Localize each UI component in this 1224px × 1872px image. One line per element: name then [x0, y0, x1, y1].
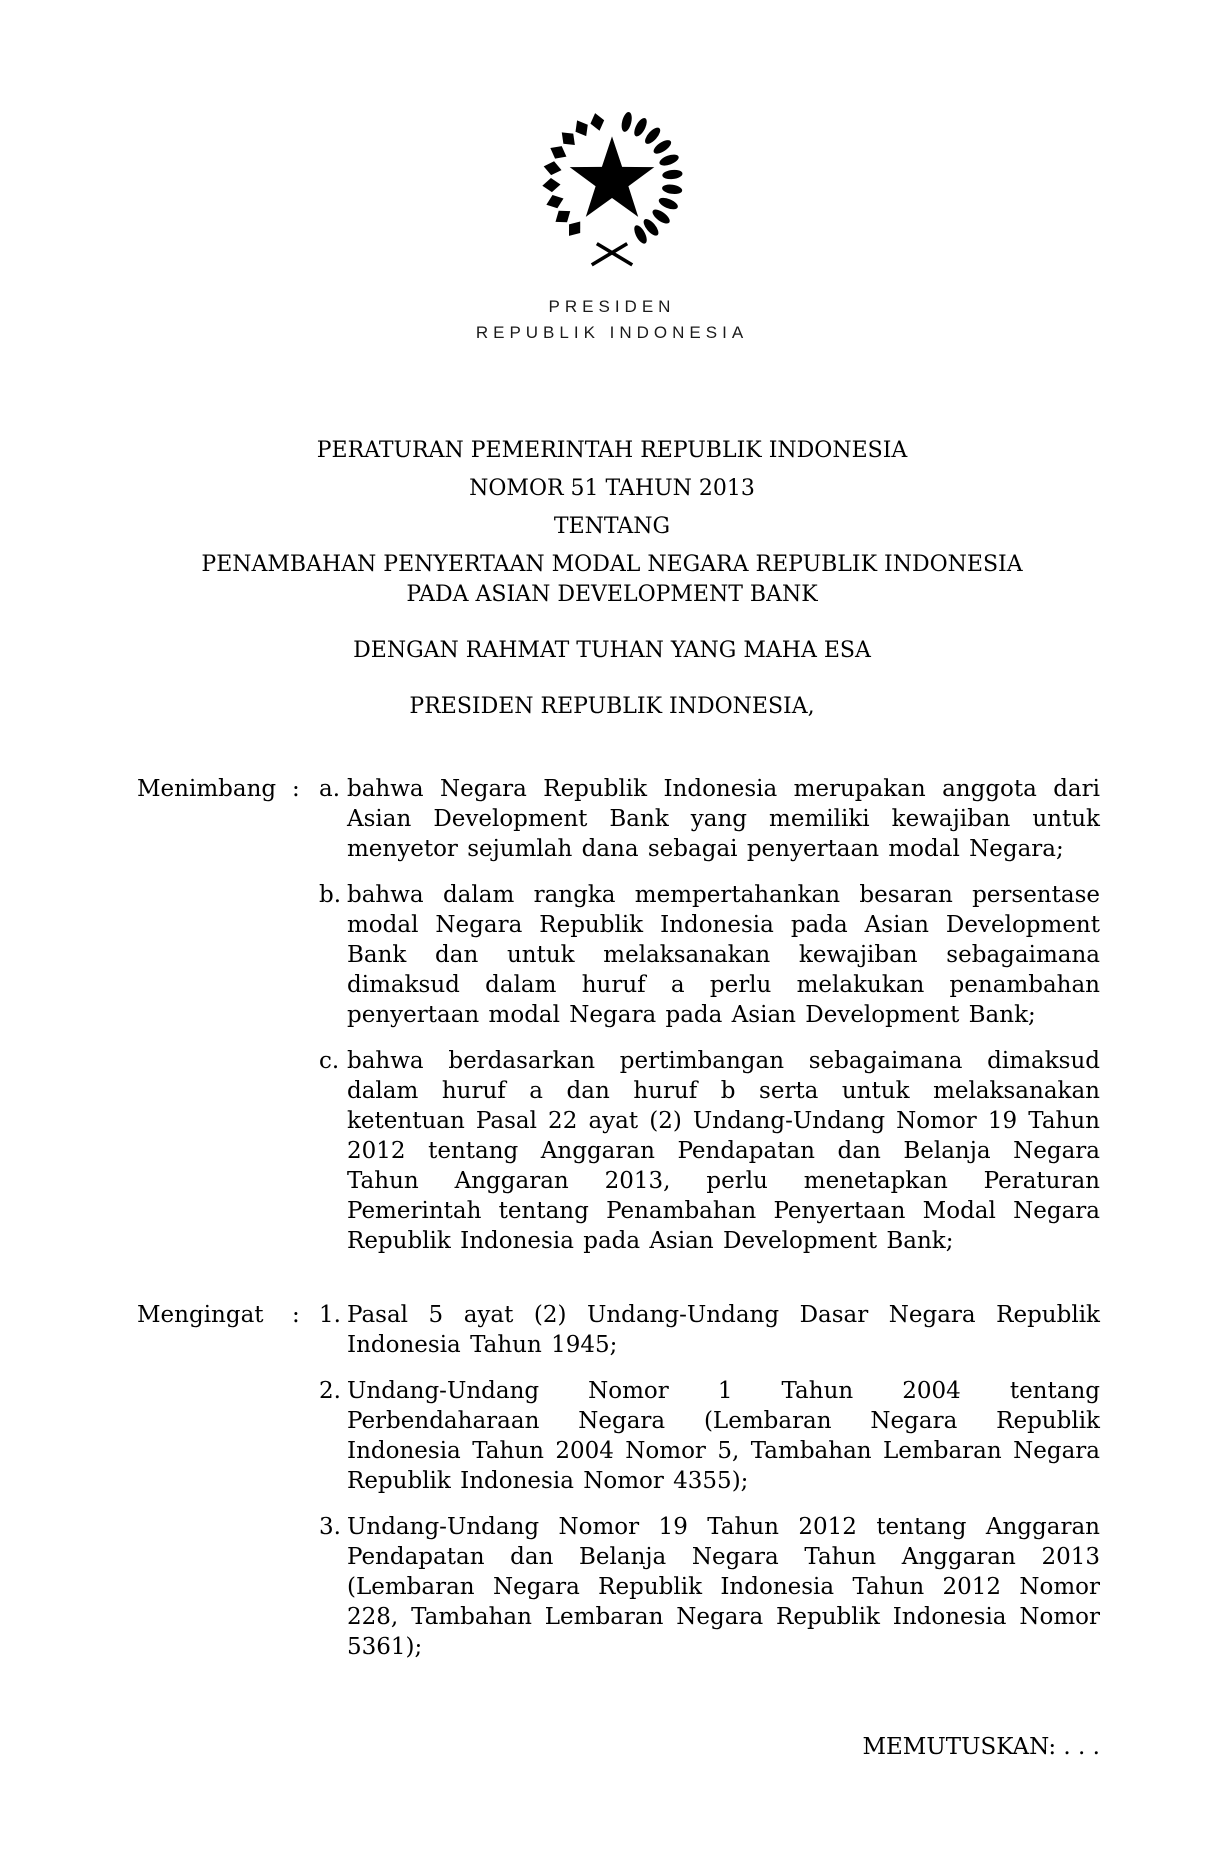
item-marker: 2.	[319, 1378, 341, 1404]
item-text: bahwa Negara Republik Indonesia merupakan anggota dari Asian Development Bank yang memiliki kewajiban untuk menyetor sejumlah dana sebagai penyertaan modal Negara;	[347, 776, 1100, 862]
item-text: bahwa berdasarkan pertimbangan sebagaimana dimaksud dalam huruf a dan huruf b serta untuk melaksanakan ketentuan Pasal 22 ayat (2) Undang-Undang Nomor 19 Tahun 2012 tentang Anggaran Pendapatan dan Belanja Negara Tahun Anggaran 2013, perlu menetapkan Peraturan Pemerintah tentang Penambahan Penyertaan Modal Negara Republik Indonesia pada Asian Development Bank;	[347, 1048, 1100, 1254]
invocation-line: DENGAN RAHMAT TUHAN YANG MAHA ESA	[353, 638, 871, 663]
mengingat-colon: :	[292, 1302, 300, 1328]
letterhead	[0, 0, 1224, 346]
item-marker: 3.	[319, 1514, 341, 1540]
item-marker: a.	[319, 776, 341, 802]
authority-line: PRESIDEN REPUBLIK INDONESIA,	[409, 694, 815, 719]
letterhead-line-republik-indonesia: REPUBLIK INDONESIA	[475, 323, 749, 342]
presidential-emblem-icon	[536, 110, 688, 278]
menimbang-item-c	[319, 1046, 1100, 1256]
menimbang-label: Menimbang	[137, 776, 277, 802]
star-icon	[570, 136, 655, 217]
memutuskan-continuation: MEMUTUSKAN: . . .	[862, 1734, 1100, 1760]
section-mengingat	[137, 1300, 1100, 1662]
mengingat-item-2	[319, 1376, 1100, 1496]
item-text: bahwa dalam rangka mempertahankan besaran persentase modal Negara Republik Indonesia pada Asian Development Bank dan untuk melaksanakan kewajiban sebagaimana dimaksud dalam huruf a perlu melakukan penambahan penyertaan modal Negara pada Asian Development Bank;	[347, 882, 1100, 1028]
item-marker: 1.	[319, 1302, 341, 1328]
mengingat-item-1	[319, 1300, 1100, 1360]
title-block	[0, 436, 1224, 722]
section-menimbang	[137, 774, 1100, 1256]
crossed-stems-icon	[592, 244, 632, 265]
regulation-subject: PENAMBAHAN PENYERTAAN MODAL NEGARA REPUBLIK INDONESIA PADA ASIAN DEVELOPMENT BANK	[201, 552, 1023, 607]
menimbang-colon: :	[292, 776, 300, 802]
item-text: Undang-Undang Nomor 19 Tahun 2012 tentang Anggaran Pendapatan dan Belanja Negara Tahun Anggaran 2013 (Lembaran Negara Republik Indonesia Tahun 2012 Nomor 228, Tambahan Lembaran Negara Republik Indonesia Nomor 5361);	[347, 1514, 1100, 1660]
regulation-number: NOMOR 51 TAHUN 2013	[469, 476, 755, 501]
item-text: Pasal 5 ayat (2) Undang-Undang Dasar Negara Republik Indonesia Tahun 1945;	[347, 1302, 1100, 1358]
letterhead-line-presiden: PRESIDEN	[548, 297, 676, 316]
menimbang-item-a	[319, 774, 1100, 864]
menimbang-item-b	[319, 880, 1100, 1030]
mengingat-item-3	[319, 1512, 1100, 1662]
document-body	[137, 774, 1100, 1662]
mengingat-label: Mengingat	[137, 1302, 264, 1328]
item-marker: c.	[319, 1048, 340, 1074]
item-marker: b.	[319, 882, 342, 908]
item-text: Undang-Undang Nomor 1 Tahun 2004 tentang Perbendaharaan Negara (Lembaran Negara Republik Indonesia Tahun 2004 Nomor 5, Tambahan Lembaran Negara Republik Indonesia Nomor 4355);	[347, 1378, 1100, 1494]
regulation-title: PERATURAN PEMERINTAH REPUBLIK INDONESIA	[316, 438, 908, 463]
tentang-label: TENTANG	[553, 514, 671, 539]
